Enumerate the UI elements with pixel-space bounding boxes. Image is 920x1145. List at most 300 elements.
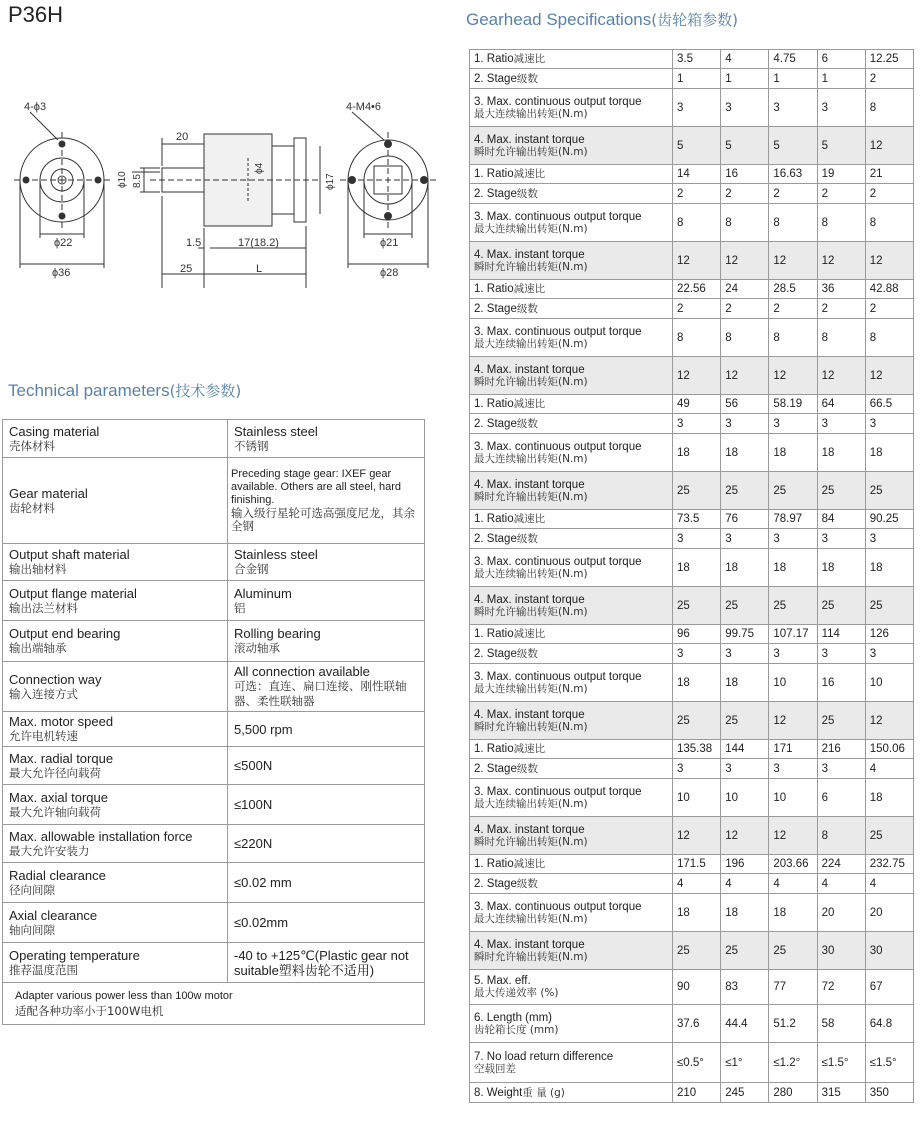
tech-row	[3, 747, 425, 785]
gear-label	[470, 204, 673, 242]
gear-row-stage	[470, 299, 914, 319]
gear-label-en: 3. Max. continuous output torque	[474, 325, 642, 338]
gear-label-zh: 减速比	[513, 513, 546, 525]
gear-label	[470, 759, 673, 779]
gear-label	[470, 280, 673, 299]
gear-label-en: 4. Max. instant torque	[474, 363, 585, 376]
dim-len25: 25	[180, 263, 193, 275]
gear-row-stage	[470, 184, 914, 204]
tech-row	[3, 581, 425, 621]
gear-cell: 25	[817, 472, 865, 510]
tech-value-en: All connection available	[234, 664, 370, 679]
gear-cell: 36	[817, 280, 865, 299]
tech-row	[3, 863, 425, 903]
gear-cell: 67	[865, 970, 913, 1005]
gear-cell: 3	[769, 644, 817, 664]
gear-cell: 3	[865, 414, 913, 434]
tech-key-zh: 输出法兰材料	[9, 600, 78, 615]
gear-row-inst	[470, 127, 914, 165]
tech-value-en: ≤0.02 mm	[234, 875, 292, 890]
gear-cell: 3	[817, 414, 865, 434]
gear-label-zh: 级数	[516, 877, 538, 890]
gear-label	[470, 702, 673, 740]
gear-cell: 18	[769, 434, 817, 472]
gear-cell: 58.19	[769, 395, 817, 414]
gear-label-en: 4. Max. instant torque	[474, 593, 585, 606]
tech-key-en: Operating temperature	[9, 947, 140, 963]
gear-cell: 3	[817, 644, 865, 664]
gear-label-en: 6. Length (mm)	[474, 1011, 552, 1024]
gear-label-en: 3. Max. continuous output torque	[474, 440, 642, 453]
gear-row-len	[470, 1005, 914, 1043]
gear-label	[470, 817, 673, 855]
gear-label-zh: 瞬时允许输出转矩(N.m)	[474, 145, 588, 158]
gear-label-zh: 重 量 (g)	[522, 1086, 565, 1099]
gear-cell: 2	[865, 69, 913, 89]
gear-row-stage	[470, 644, 914, 664]
gear-cell: 2	[817, 299, 865, 319]
gear-cell: 76	[721, 510, 769, 529]
dimension-drawing	[0, 88, 440, 288]
gearhead-table	[469, 49, 914, 1103]
gear-cell: 3	[673, 644, 721, 664]
tech-value-en: Stainless steel	[234, 547, 318, 562]
gear-cell: 8	[673, 319, 721, 357]
gear-cell: 1	[673, 69, 721, 89]
tech-value-zh: 不锈钢	[234, 438, 269, 453]
gear-cell: 12	[721, 242, 769, 280]
gear-label-en: 4. Max. instant torque	[474, 823, 585, 836]
tech-key	[3, 943, 228, 983]
gear-cell: 56	[721, 395, 769, 414]
gear-cell: 16	[721, 165, 769, 184]
gear-cell: 6	[817, 50, 865, 69]
tech-value-en: ≤100N	[234, 797, 273, 812]
gear-cell: 5	[769, 127, 817, 165]
gear-row-cont	[470, 894, 914, 932]
tech-value-zh: 可选：直连、扁口连接、刚性联轴器、柔性联轴器	[234, 679, 407, 708]
gear-cell: 3	[769, 529, 817, 549]
gear-cell: 4.75	[769, 50, 817, 69]
dim-d21: ϕ21	[380, 237, 399, 249]
gear-cell: 5	[817, 127, 865, 165]
gear-row-cont	[470, 549, 914, 587]
tech-value-en: ≤220N	[234, 836, 273, 851]
gear-label-zh: 最大连续输出转矩(N.m)	[474, 567, 588, 580]
gear-cell: 30	[865, 932, 913, 970]
gear-label	[470, 1083, 673, 1103]
gear-label-en: 3. Max. continuous output torque	[474, 210, 642, 223]
tech-key	[3, 785, 228, 825]
gear-cell: 3	[673, 89, 721, 127]
gear-cell: 10	[865, 664, 913, 702]
gear-row-eff	[470, 970, 914, 1005]
gear-label-zh: 级数	[516, 532, 538, 545]
gear-row-cont	[470, 434, 914, 472]
tech-value	[228, 903, 425, 943]
gear-label	[470, 855, 673, 874]
tech-row	[3, 943, 425, 983]
gear-label-en: 1. Ratio	[474, 858, 514, 870]
gear-cell: 114	[817, 625, 865, 644]
gear-cell: 25	[673, 472, 721, 510]
gear-cell: 2	[721, 299, 769, 319]
gear-label	[470, 779, 673, 817]
tech-key	[3, 712, 228, 747]
gear-label	[470, 319, 673, 357]
gear-label-zh: 最大连续输出转矩(N.m)	[474, 337, 588, 350]
gear-cell: 96	[673, 625, 721, 644]
gear-label-zh: 最大连续输出转矩(N.m)	[474, 452, 588, 465]
gear-label-en: 2. Stage	[474, 532, 517, 545]
gear-cell: 3	[673, 759, 721, 779]
gear-cell: 3	[721, 89, 769, 127]
tech-key	[3, 581, 228, 621]
gear-row-ratio	[470, 50, 914, 69]
tech-value-zh: 铝	[234, 600, 246, 615]
gear-cell: 2	[865, 299, 913, 319]
tech-key-en: Max. motor speed	[9, 714, 114, 729]
dim-len20: 20	[176, 131, 189, 143]
gear-cell: 12	[817, 357, 865, 395]
gear-cell: 4	[673, 874, 721, 894]
gear-cell: 83	[721, 970, 769, 1005]
gear-cell: 1	[817, 69, 865, 89]
gear-label-zh: 减速比	[513, 283, 546, 295]
gear-label-zh: 最大连续输出转矩(N.m)	[474, 107, 588, 120]
gear-label	[470, 970, 673, 1005]
gear-label	[470, 1043, 673, 1083]
tech-key-en: Output shaft material	[9, 547, 130, 562]
gear-cell: 25	[721, 472, 769, 510]
gear-label-en: 1. Ratio	[474, 628, 514, 640]
gear-cell: 64.8	[865, 1005, 913, 1043]
tech-key-zh: 输出端轴承	[9, 641, 67, 655]
gear-label	[470, 89, 673, 127]
gear-row-inst	[470, 817, 914, 855]
gear-label-zh: 瞬时允许输出转矩(N.m)	[474, 835, 588, 848]
tech-key-zh: 齿轮材料	[9, 500, 55, 515]
tech-key-zh: 最大允许轴向载荷	[9, 804, 101, 819]
gear-label-en: 1. Ratio	[474, 743, 514, 755]
gear-label	[470, 510, 673, 529]
gear-cell: 73.5	[673, 510, 721, 529]
gear-label-en: 3. Max. continuous output torque	[474, 670, 642, 683]
gear-label-zh: 瞬时允许输出转矩(N.m)	[474, 260, 588, 273]
gear-cell: 8	[769, 319, 817, 357]
gear-cell: 42.88	[865, 280, 913, 299]
gear-cell: 64	[817, 395, 865, 414]
gear-row-weight	[470, 1083, 914, 1103]
gear-label-en: 1. Ratio	[474, 513, 514, 525]
gear-label-zh: 最大传递效率 (%)	[474, 987, 559, 999]
gear-label-en: 3. Max. continuous output torque	[474, 900, 642, 913]
dim-len15: 1.5	[186, 237, 202, 249]
gear-cell: 1	[769, 69, 817, 89]
gear-cell: 22.56	[673, 280, 721, 299]
technical-table	[2, 419, 425, 1025]
gear-label	[470, 529, 673, 549]
gear-cell: 18	[721, 434, 769, 472]
gear-cell: 12	[721, 357, 769, 395]
tech-key-zh: 径向间隙	[9, 882, 55, 897]
gear-cell: 3.5	[673, 50, 721, 69]
tech-value-en: ≤0.02mm	[234, 915, 289, 930]
gear-cell: 58	[817, 1005, 865, 1043]
gear-cell: 78.97	[769, 510, 817, 529]
gear-cell: 90.25	[865, 510, 913, 529]
gear-cell: 3	[721, 644, 769, 664]
dim-d4: ϕ4	[254, 162, 265, 174]
tech-value	[228, 785, 425, 825]
gear-cell: 3	[865, 529, 913, 549]
gear-cell: 25	[817, 702, 865, 740]
tech-row	[3, 712, 425, 747]
gear-cell: 25	[673, 587, 721, 625]
gear-label	[470, 740, 673, 759]
tech-note-row	[3, 983, 425, 1025]
gear-cell: 25	[865, 817, 913, 855]
gear-cell: 18	[769, 549, 817, 587]
gear-cell: 10	[673, 779, 721, 817]
gear-cell: 135.38	[673, 740, 721, 759]
gear-label-en: 3. Max. continuous output torque	[474, 785, 642, 798]
gear-cell: 2	[673, 299, 721, 319]
gear-label	[470, 625, 673, 644]
gear-cell: 6	[817, 779, 865, 817]
gear-label	[470, 1005, 673, 1043]
gear-cell: 72	[817, 970, 865, 1005]
gear-cell: 171	[769, 740, 817, 759]
gear-cell: 18	[721, 664, 769, 702]
gear-cell: 14	[673, 165, 721, 184]
tech-key-en: Output end bearing	[9, 626, 121, 641]
gear-label-zh: 级数	[516, 72, 538, 85]
gear-label	[470, 644, 673, 664]
gear-cell: 25	[721, 932, 769, 970]
gear-cell: 12	[673, 357, 721, 395]
tech-key	[3, 544, 228, 581]
gear-cell: 2	[769, 184, 817, 204]
gear-cell: 12	[769, 817, 817, 855]
gear-label-en: 2. Stage	[474, 302, 517, 315]
gear-label-en: 4. Max. instant torque	[474, 478, 585, 491]
gear-row-inst	[470, 472, 914, 510]
tech-key-en: Max. radial torque	[9, 750, 114, 766]
gear-label	[470, 874, 673, 894]
gear-cell: 12	[817, 242, 865, 280]
gear-label-en: 1. Ratio	[474, 53, 514, 65]
tech-value-en: Preceding stage gear: IXEF gear available. Others are all steel, hard finishing.	[231, 468, 401, 506]
dim-d17: ϕ17	[325, 173, 336, 190]
tech-key-zh: 最大允许安装力	[9, 843, 90, 858]
gear-label-zh: 瞬时允许输出转矩(N.m)	[474, 490, 588, 503]
gear-cell: 203.66	[769, 855, 817, 874]
gear-label-zh: 瞬时允许输出转矩(N.m)	[474, 375, 588, 388]
gear-label	[470, 434, 673, 472]
gear-cell: 12	[865, 242, 913, 280]
gear-label	[470, 932, 673, 970]
gear-cell: 84	[817, 510, 865, 529]
gear-cell: 18	[817, 434, 865, 472]
tech-key-zh: 壳体材料	[9, 438, 55, 453]
gear-row-ratio	[470, 625, 914, 644]
gear-label	[470, 242, 673, 280]
gear-row-stage	[470, 874, 914, 894]
gear-cell: 25	[865, 472, 913, 510]
gear-label-en: 1. Ratio	[474, 398, 514, 410]
tech-key-en: Radial clearance	[9, 867, 106, 883]
gear-cell: 8	[673, 204, 721, 242]
gear-cell: 66.5	[865, 395, 913, 414]
gear-row-cont	[470, 779, 914, 817]
left-holes-label: 4-ϕ3	[24, 101, 47, 113]
right-holes-label: 4-M4•6	[346, 101, 382, 113]
gear-row-stage	[470, 759, 914, 779]
gear-row-cont	[470, 89, 914, 127]
gear-cell: 210	[673, 1083, 721, 1103]
tech-value	[228, 420, 425, 458]
gear-label-en: 2. Stage	[474, 647, 517, 660]
tech-value-en: Aluminum	[234, 585, 292, 601]
gear-row-ratio	[470, 740, 914, 759]
gear-cell: 77	[769, 970, 817, 1005]
gear-label	[470, 414, 673, 434]
tech-row	[3, 621, 425, 662]
gear-cell: 3	[817, 89, 865, 127]
gear-cell: 8	[817, 319, 865, 357]
gear-label-zh: 减速比	[513, 398, 546, 410]
gear-label-zh: 最大连续输出转矩(N.m)	[474, 797, 588, 810]
tech-key-zh: 轴向间隙	[9, 922, 55, 937]
gear-label-zh: 瞬时允许输出转矩(N.m)	[474, 720, 588, 733]
tech-key-zh: 输出轴材料	[9, 562, 67, 576]
tech-key-en: Axial clearance	[9, 907, 98, 923]
gear-cell: 4	[721, 874, 769, 894]
gear-cell: 4	[769, 874, 817, 894]
gear-label-en: 7. No load return difference	[474, 1050, 614, 1063]
gear-row-ratio	[470, 165, 914, 184]
gear-label	[470, 472, 673, 510]
gear-cell: 232.75	[865, 855, 913, 874]
tech-note-zh: 适配各种功率小于100W电机	[15, 1003, 164, 1018]
gear-label-zh: 最大连续输出转矩(N.m)	[474, 912, 588, 925]
tech-key-zh: 推荐温度范围	[9, 962, 78, 977]
gear-row-ratio	[470, 280, 914, 299]
gear-row-ratio	[470, 510, 914, 529]
gear-cell: 51.2	[769, 1005, 817, 1043]
tech-value-en: -40 to +125℃(Plastic gear not suitable塑料齿轮不适用)	[234, 947, 409, 978]
gear-cell: 2	[769, 299, 817, 319]
gear-label-en: 1. Ratio	[474, 283, 514, 295]
tech-key-en: Connection way	[9, 671, 102, 687]
gearhead-title: Gearhead Specifications(齿轮箱参数)	[466, 10, 738, 29]
gear-label	[470, 395, 673, 414]
gear-cell: 10	[769, 779, 817, 817]
gear-cell: 18	[865, 779, 913, 817]
gear-cell: 2	[721, 184, 769, 204]
tech-row	[3, 544, 425, 581]
gear-cell: 12	[769, 357, 817, 395]
gear-cell: 5	[673, 127, 721, 165]
gear-label-en: 2. Stage	[474, 877, 517, 890]
gear-cell: 8	[817, 817, 865, 855]
gear-cell: 24	[721, 280, 769, 299]
tech-key	[3, 863, 228, 903]
gear-label-zh: 齿轮箱长度 (mm)	[474, 1023, 559, 1036]
tech-key-en: Gear material	[9, 485, 88, 501]
gear-cell: 8	[721, 204, 769, 242]
gear-label-en: 2. Stage	[474, 417, 517, 430]
gear-label-zh: 级数	[516, 187, 538, 200]
tech-value	[228, 712, 425, 747]
tech-value-zh: 滚动轴承	[234, 641, 280, 655]
tech-value-en: 5,500 rpm	[234, 721, 293, 737]
gear-row-inst	[470, 932, 914, 970]
gear-cell: 20	[865, 894, 913, 932]
tech-row	[3, 662, 425, 712]
gear-cell: 12	[769, 702, 817, 740]
tech-row	[3, 903, 425, 943]
gear-label	[470, 50, 673, 69]
gear-label-zh: 级数	[516, 647, 538, 660]
tech-key	[3, 903, 228, 943]
gear-label	[470, 299, 673, 319]
gear-cell: 3	[769, 414, 817, 434]
gear-cell: 1	[721, 69, 769, 89]
gear-cell: 12	[673, 817, 721, 855]
gear-cell: 3	[673, 529, 721, 549]
gear-cell: 150.06	[865, 740, 913, 759]
gear-label-zh: 减速比	[513, 743, 546, 755]
gear-cell: 245	[721, 1083, 769, 1103]
gear-cell: 8	[769, 204, 817, 242]
gear-cell: 12	[721, 817, 769, 855]
gear-label-en: 2. Stage	[474, 762, 517, 775]
gear-cell: 196	[721, 855, 769, 874]
gear-cell: 10	[721, 779, 769, 817]
gear-cell: 18	[721, 894, 769, 932]
gear-cell: 25	[673, 702, 721, 740]
gear-label-zh: 减速比	[513, 53, 546, 65]
gear-cell: 2	[817, 184, 865, 204]
gear-cell: 21	[865, 165, 913, 184]
dim-d10: ϕ10	[117, 171, 128, 188]
gear-label-en: 4. Max. instant torque	[474, 938, 585, 951]
gear-row-inst	[470, 702, 914, 740]
gear-cell: 3	[721, 759, 769, 779]
gear-cell: 28.5	[769, 280, 817, 299]
tech-key-zh: 允许电机转速	[9, 729, 78, 743]
gear-cell: 12	[769, 242, 817, 280]
tech-row	[3, 458, 425, 544]
gear-label	[470, 69, 673, 89]
gear-label-zh: 瞬时允许输出转矩(N.m)	[474, 950, 588, 963]
gear-label-zh: 空载回差	[474, 1062, 516, 1075]
gear-cell: 19	[817, 165, 865, 184]
tech-row	[3, 825, 425, 863]
gear-label-zh: 减速比	[513, 168, 546, 180]
gear-cell: 49	[673, 395, 721, 414]
tech-value	[228, 747, 425, 785]
gear-label-en: 8. Weight	[474, 1086, 523, 1099]
tech-value	[228, 863, 425, 903]
tech-key-en: Max. axial torque	[9, 789, 108, 805]
gear-cell: 3	[769, 759, 817, 779]
gear-cell: 3	[721, 529, 769, 549]
gear-label-en: 5. Max. eff.	[474, 975, 531, 987]
gear-cell: 12.25	[865, 50, 913, 69]
